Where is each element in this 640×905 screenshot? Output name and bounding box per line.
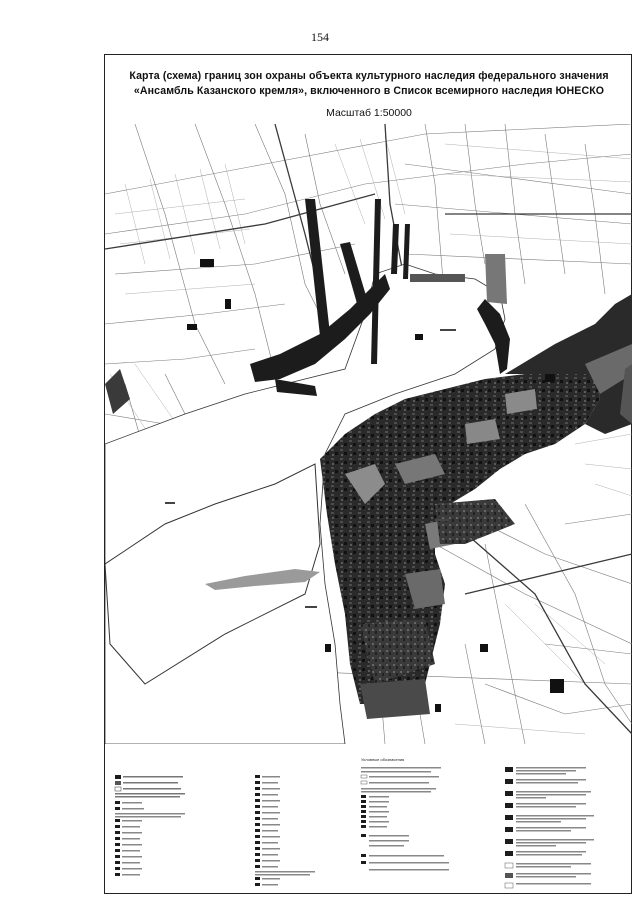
map-legend <box>105 755 633 895</box>
page-number: 154 <box>311 30 329 44</box>
map-graphic <box>105 124 632 744</box>
legend-column-2 <box>255 775 315 886</box>
legend-graphic <box>105 755 633 895</box>
legend-column-3 <box>361 767 449 871</box>
legend-heading: Условные обозначения <box>361 757 405 762</box>
map-title <box>105 69 633 99</box>
map-sheet <box>104 54 632 894</box>
legend-column-4 <box>505 767 594 888</box>
map-scale: Масштаб 1:50000 <box>326 107 412 119</box>
map-area[interactable] <box>105 124 632 744</box>
legend-column-1 <box>115 775 185 876</box>
map-title-line-2: «Ансамбль Казанского кремля», включенного в Список всемирного наследия ЮНЕСКО <box>133 85 605 97</box>
map-title-line-1: Карта (схема) границ зон охраны объекта культурного наследия федерального значения <box>129 70 609 82</box>
